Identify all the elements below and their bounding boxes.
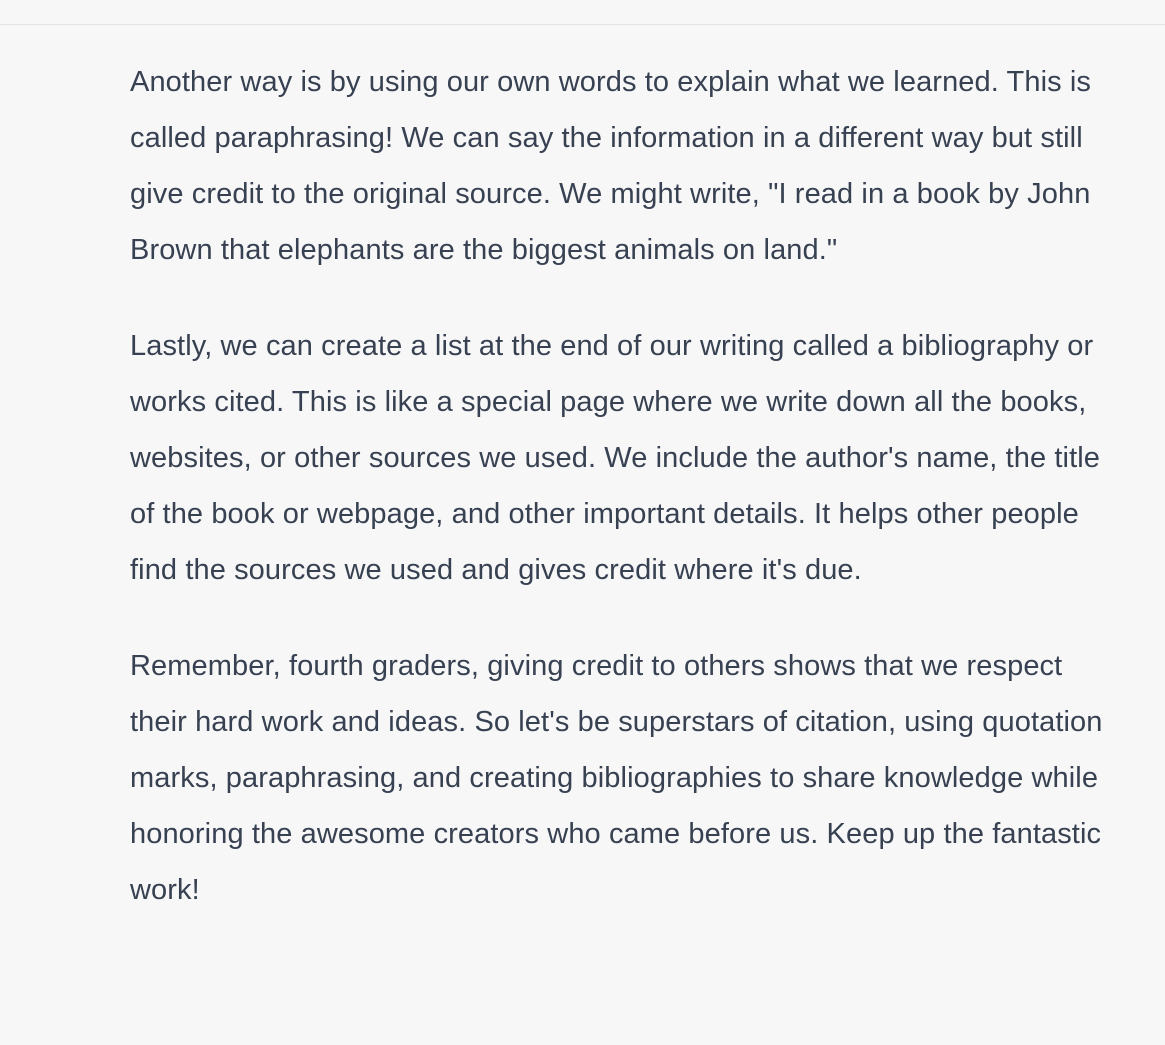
message-paragraph-paraphrasing: Another way is by using our own words to explain what we learned. This is called paraphrasing! We can say the information in a different way but still give credit to the original source. We might write, "I read in a book by John Brown that elephants are the biggest animals on land."	[130, 66, 1092, 266]
message-paragraph-conclusion: Remember, fourth graders, giving credit to others shows that we respect their hard work and ideas. So let's be superstars of citation, using quotation marks, paraphrasing, and creating bibliographies to share knowledge while honoring the awesome creators who came before us. Keep up the fantastic work!	[130, 650, 1103, 906]
assistant-message	[130, 54, 1120, 918]
top-divider-bar	[0, 0, 1165, 25]
message-paragraph-bibliography: Lastly, we can create a list at the end of our writing called a bibliography or works cited. This is like a special page where we write down all the books, websites, or other sources we used. We include the author's name, the title of the book or webpage, and other important details. It helps other people find the sources we used and gives credit where it's due.	[130, 330, 1101, 586]
